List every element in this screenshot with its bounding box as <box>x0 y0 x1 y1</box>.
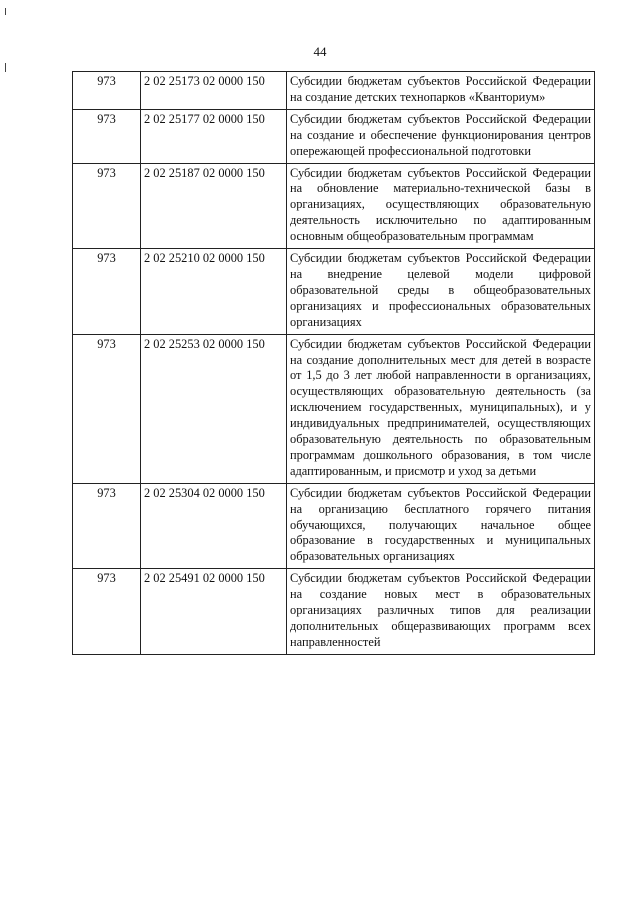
budget-code-cell: 2 02 25253 02 0000 150 <box>141 334 287 483</box>
revenue-name-cell: Субсидии бюджетам субъектов Российской Федерации на внедрение целевой модели цифровой образовательной среды в общеобразовательных организациях и профессиональных образовательных организациях <box>287 249 595 335</box>
admin-code-cell: 973 <box>73 249 141 335</box>
table-row <box>73 334 595 483</box>
revenue-name-cell: Субсидии бюджетам субъектов Российской Федерации на создание дополнительных мест для детей в возрасте от 1,5 до 3 лет любой направленности в организациях, осуществляющих образовательную деятельность (за исключением государственных, муниципальных), и у индивидуальных предпринимателей, осуществляющих образовательную деятельность по образовательным программам дошкольного образования, в том числе адаптированным, и присмотр и уход за детьми <box>287 334 595 483</box>
budget-code-cell: 2 02 25173 02 0000 150 <box>141 72 287 110</box>
admin-code-cell: 973 <box>73 163 141 249</box>
admin-code-cell: 973 <box>73 72 141 110</box>
scan-margin-mark <box>5 8 6 15</box>
table-row <box>73 569 595 655</box>
budget-code-cell: 2 02 25187 02 0000 150 <box>141 163 287 249</box>
admin-code-cell: 973 <box>73 569 141 655</box>
revenue-name-cell: Субсидии бюджетам субъектов Российской Федерации на создание детских технопарков «Кванториум» <box>287 72 595 110</box>
revenue-name-cell: Субсидии бюджетам субъектов Российской Федерации на создание и обеспечение функционирования центров опережающей профессиональной подготовки <box>287 109 595 163</box>
admin-code-cell: 973 <box>73 334 141 483</box>
table-row <box>73 163 595 249</box>
scan-margin-mark <box>5 63 6 72</box>
table-row <box>73 483 595 569</box>
revenue-name-cell: Субсидии бюджетам субъектов Российской Федерации на организацию бесплатного горячего питания обучающихся, получающих начальное общее образование в государственных и муниципальных образовательных организациях <box>287 483 595 569</box>
budget-code-cell: 2 02 25210 02 0000 150 <box>141 249 287 335</box>
table-row <box>73 249 595 335</box>
table-row <box>73 109 595 163</box>
budget-code-cell: 2 02 25491 02 0000 150 <box>141 569 287 655</box>
page-number: 44 <box>313 44 327 59</box>
revenue-name-cell: Субсидии бюджетам субъектов Российской Федерации на обновление материально-технической базы в организациях, осуществляющих образовательную деятельность исключительно по адаптированным основным общеобразовательным программам <box>287 163 595 249</box>
table-row <box>73 72 595 110</box>
revenue-name-cell: Субсидии бюджетам субъектов Российской Федерации на создание новых мест в образовательных организациях различных типов для реализации дополнительных общеразвивающих программ всех направленностей <box>287 569 595 655</box>
admin-code-cell: 973 <box>73 109 141 163</box>
budget-classification-table <box>72 71 595 655</box>
budget-code-cell: 2 02 25304 02 0000 150 <box>141 483 287 569</box>
admin-code-cell: 973 <box>73 483 141 569</box>
budget-code-cell: 2 02 25177 02 0000 150 <box>141 109 287 163</box>
